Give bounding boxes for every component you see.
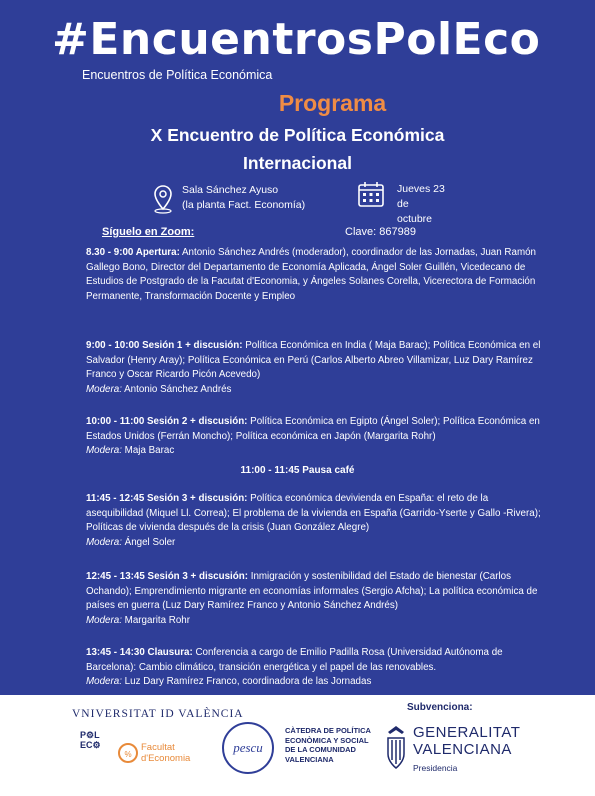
session-time-title: 13:45 - 14:30 Clausura: — [86, 647, 193, 658]
university-logo: VNIVERSITAT ID VALÈNCIA — [72, 708, 244, 720]
programa-heading: Programa — [278, 90, 387, 116]
moderator-label: Modera: — [86, 536, 122, 548]
moderator-name: Maja Barac — [121, 445, 175, 456]
series-subtitle: Encuentros de Política Económica — [82, 68, 273, 82]
session-time-title: 12:45 - 13:45 Sesión 3 + discusión: — [86, 571, 248, 582]
date-line2: octubre — [397, 213, 433, 225]
catedra-line4: VALENCIANA — [285, 754, 334, 764]
session-time-title: 9:00 - 10:00 Sesión 1 + discusión: — [86, 340, 243, 351]
generalitat-shield-icon — [384, 724, 408, 770]
location-line1: Sala Sánchez Ayuso — [182, 184, 279, 196]
event-title-line1: X Encuentro de Política Económica — [150, 125, 445, 145]
session-apertura — [86, 246, 546, 304]
session-text: Antonio Sánchez Andrés (moderador), coordinador de las Jornadas, Juan Ramón Gallego Bono, Director del Departamento de Economía Aplicada, Ángel Soler Guillén, Vicedecano de Estudios de Postgrado de la Facutat d'Economia, y Ángeles Solanes Corella, Vicerectora de Formación Permanente, Transformación Docente y Empleo — [86, 247, 537, 302]
generalitat-line2: VALENCIANA — [413, 741, 512, 758]
faculty-line2: d'Economia — [141, 753, 191, 764]
moderator-label: Modera: — [86, 676, 122, 687]
session-time-title: 8.30 - 9:00 Apertura: — [86, 247, 180, 258]
pescu-logo: pescu — [222, 722, 274, 774]
session-1 — [86, 339, 546, 397]
moderator-name: Margarita Rohr — [121, 614, 191, 626]
presidencia-label: Presidencia — [413, 763, 458, 773]
faculty-logo-text — [141, 742, 190, 764]
poleco-line2: EC⚙ — [80, 740, 101, 750]
moderator-name: Ángel Soler — [121, 536, 176, 548]
session-2 — [86, 415, 546, 459]
session-3a — [86, 492, 546, 550]
session-time-title: 10:00 - 11:00 Sesión 2 + discusión: — [86, 416, 248, 427]
subvenciona-label: Subvenciona: — [407, 702, 473, 713]
catedra-text — [285, 726, 371, 764]
session-text: Inmigración y sostenibilidad del Estado de bienestar (Carlos Ochando); Emprendimiento migrante en economías informales (Sergio Afcha); La política económica de países en guerra (Luz Dary Ramírez Franco y Antonio Sánchez Andrés) — [86, 571, 538, 611]
generalitat-logo — [413, 724, 520, 758]
moderator-label: Modera: — [86, 445, 122, 456]
session-clausura — [86, 646, 546, 690]
poleco-logo — [80, 730, 110, 750]
moderator-label: Modera: — [86, 614, 122, 626]
moderator-label: Modera: — [86, 383, 122, 395]
catedra-line1: CÀTEDRA DE POLÍTICA — [285, 726, 371, 735]
session-text: Política económica devivienda en España: el reto de la asequibilidad (Miquel Ll. Correa); El problema de la vivienda en España (Garrido-Yserte y Gallo -Rivera); Políticas de vivienda después de la crisis (Juan González Alegre) — [86, 493, 541, 533]
catedra-line2: ECONÒMICA Y SOCIAL — [285, 735, 369, 745]
date-text — [397, 182, 457, 227]
session-text: Política Económica en Egipto (Ángel Soler); Política Económica en Estados Unidos (Ferrán Moncho); Política económica en Japón (Margarita Rohr) — [86, 416, 540, 442]
hashtag-title: #EncuentrosPolEco — [52, 14, 541, 65]
catedra-line3: DE LA COMUNIDAD — [285, 745, 356, 754]
session-time-title: 11:45 - 12:45 Sesión 3 + discusión: — [86, 493, 248, 504]
session-text: Conferencia a cargo de Emilio Padilla Rosa (Universidad Autónoma de Barcelona): Cambio climático, transición energética y el papel de las renovables. — [86, 647, 503, 673]
moderator-name: Luz Dary Ramírez Franco, coordinadora de las Jornadas — [121, 676, 372, 687]
date-line1: Jueves 23 de — [397, 183, 445, 210]
session-3b — [86, 570, 546, 628]
coffee-break: 11:00 - 11:45 Pausa café — [240, 465, 355, 476]
event-title — [0, 121, 595, 177]
location-text — [182, 183, 305, 213]
faculty-line1: Facultat — [141, 742, 175, 753]
zoom-passcode: Clave: 867989 — [345, 226, 416, 238]
generalitat-line1: GENERALITAT — [413, 724, 521, 741]
sponsor-logos — [0, 695, 595, 796]
zoom-link[interactable]: Síguelo en Zoom: — [102, 226, 195, 238]
location-pin-icon — [153, 184, 173, 214]
calendar-icon — [357, 180, 385, 208]
poleco-line1: P⚙L — [80, 730, 100, 740]
moderator-name: Antonio Sánchez Andrés — [121, 383, 232, 395]
faculty-logo-icon: % — [118, 743, 138, 763]
location-line2: (la planta Fact. Economía) — [182, 199, 306, 211]
event-title-line2: Internacional — [243, 153, 352, 173]
session-text: Política Económica en India ( Maja Barac); Política Económica en el Salvador (Henry Aray); Política Económica en Perú (Carlos Alberto Abreo Villamizar, Luz Dary Ramírez Franco y Oscar Ricardo Picón Acevedo) — [86, 340, 541, 380]
